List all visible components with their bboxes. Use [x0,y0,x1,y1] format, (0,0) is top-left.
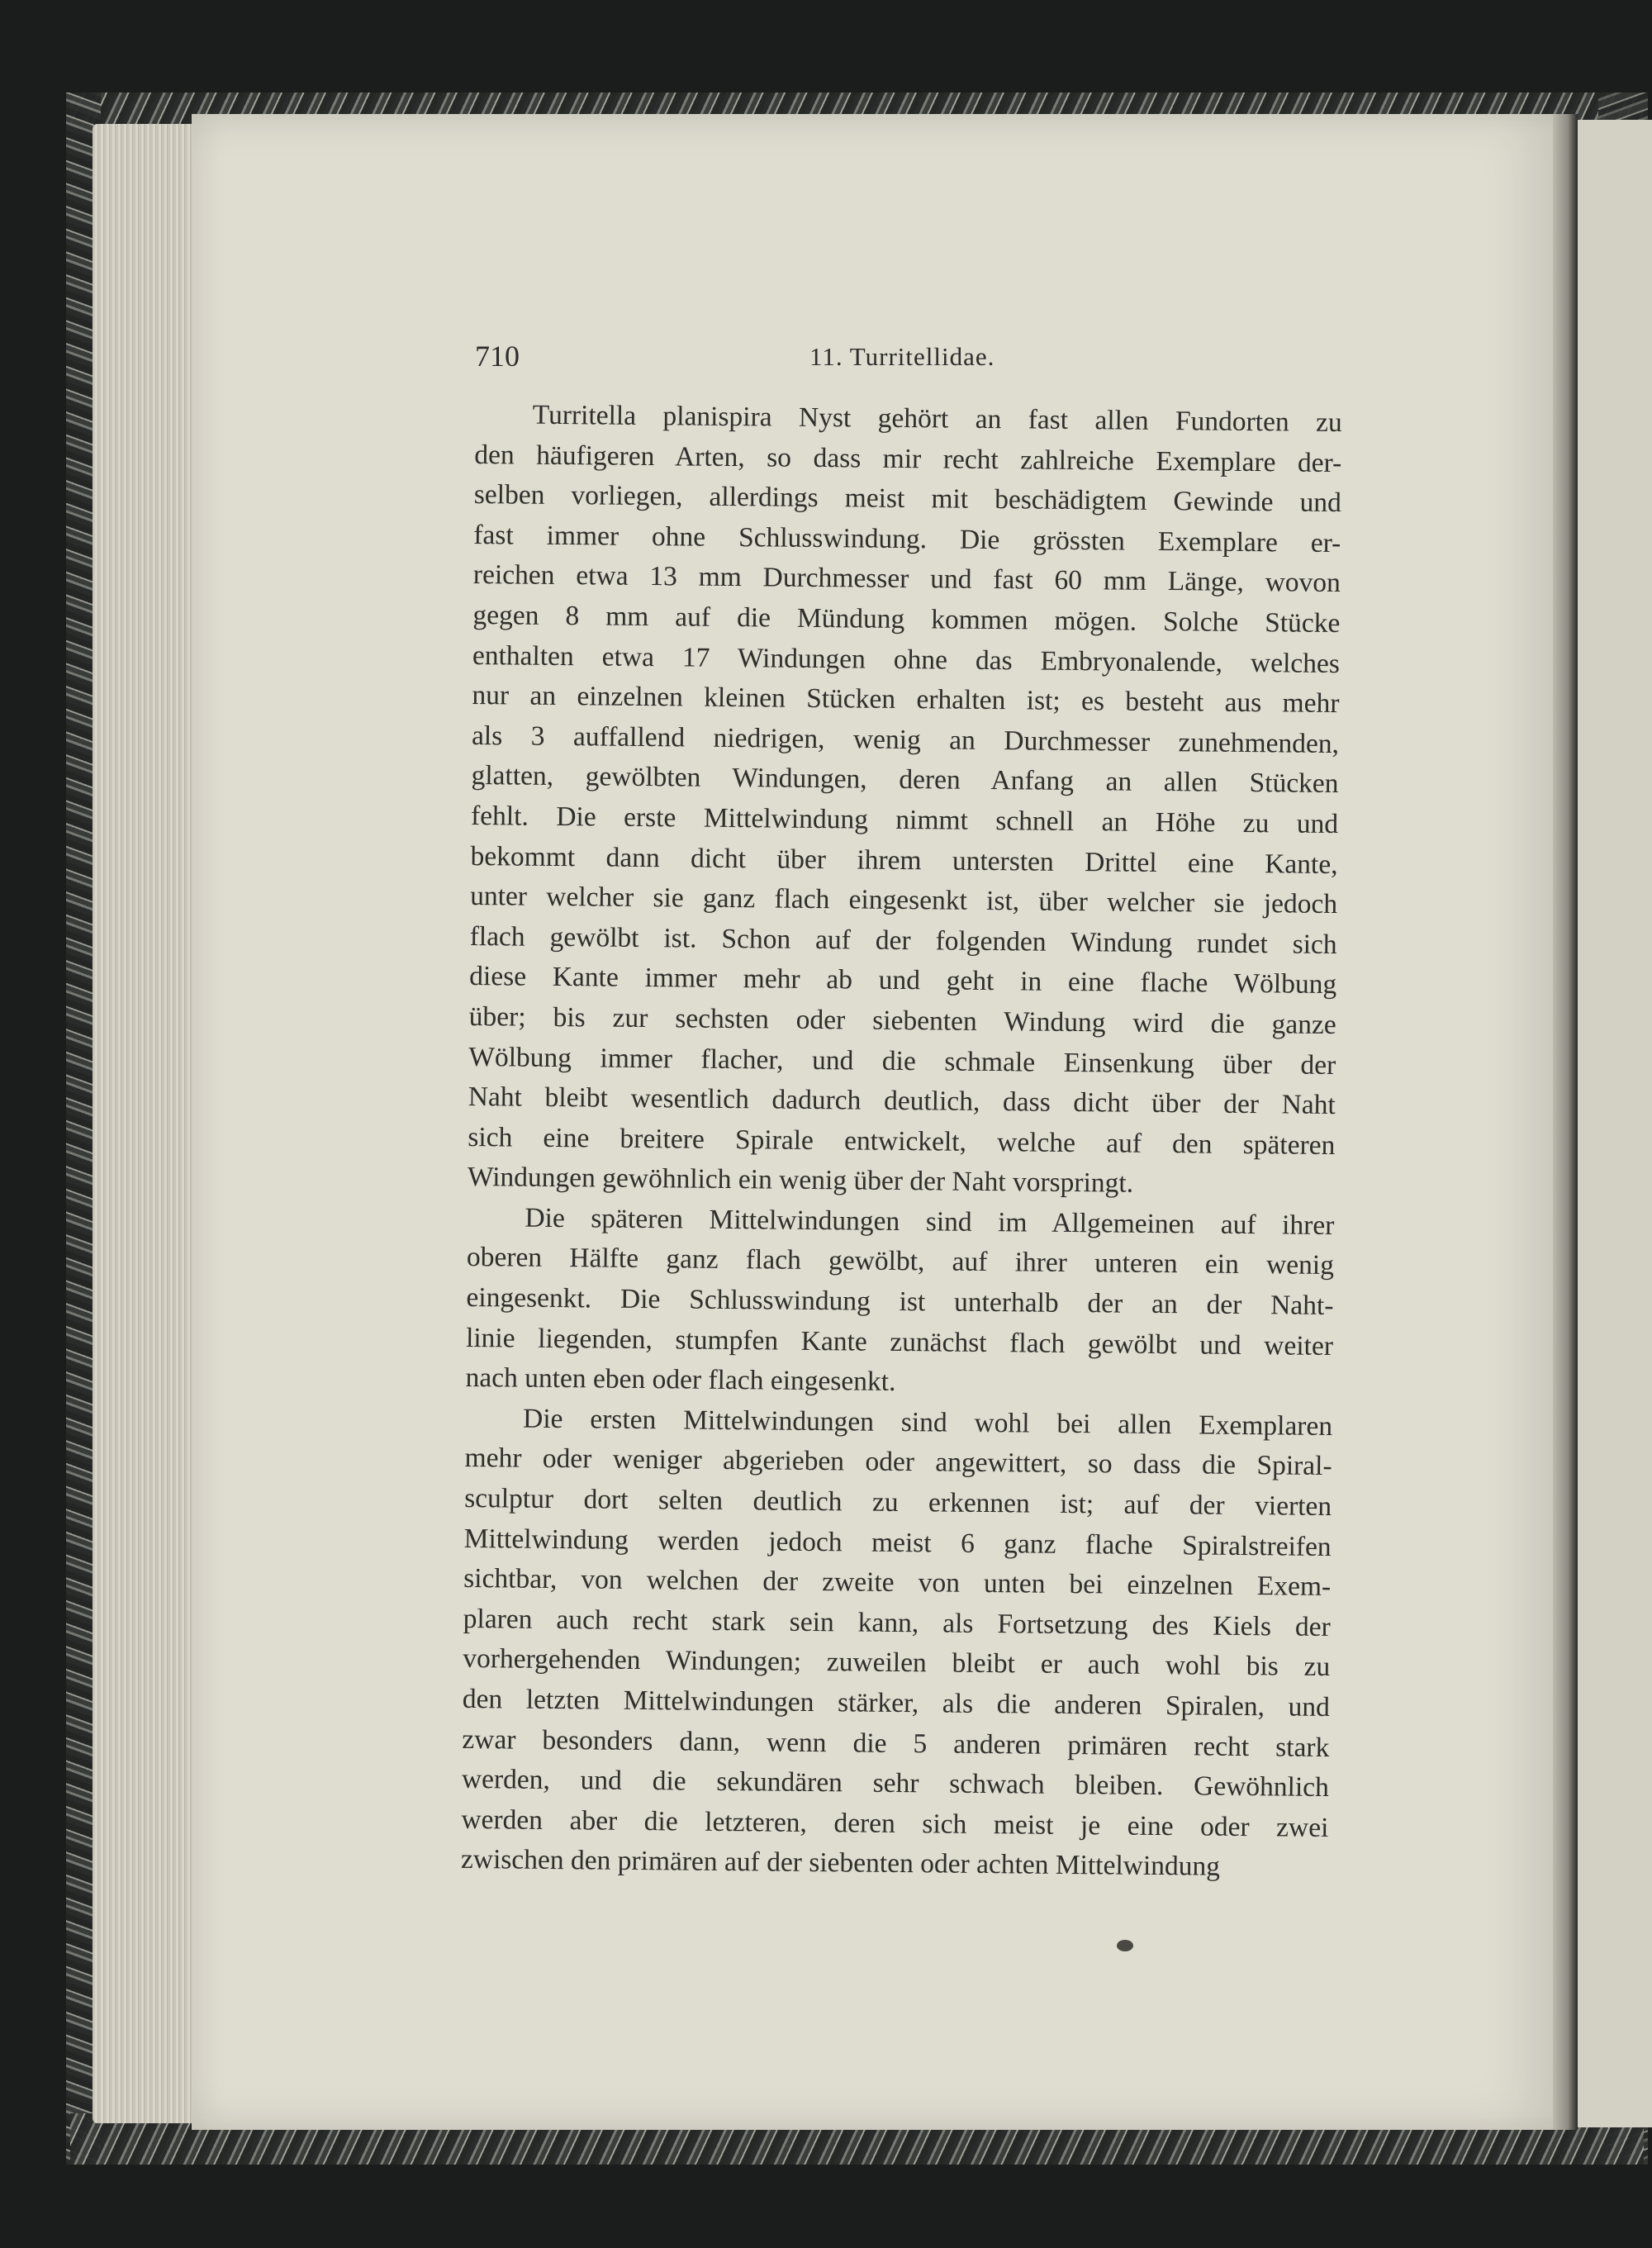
text-line: Die ersten Mittelwindungen sind wohl bei allen Exemplaren [522,1403,1333,1442]
text-line: werden aber die letzteren, deren sich meist je eine oder zwei [461,1804,1329,1843]
page-header [475,339,1342,388]
text-line: reichen etwa 13 mm Durchmesser und fast 60 mm Länge, wovon [472,559,1341,599]
text-line: unter welcher sie ganz flach eingesenkt ist, über welcher sie jedoch [469,881,1338,920]
text-line: enthalten etwa 17 Windungen ohne das Embryonalende, welches [472,639,1341,679]
text-line: Windungen gewöhnlich ein wenig über der Naht vorspringt. [467,1162,1134,1199]
text-line: Wölbung immer flacher, und die schmale Einsenkung über der [468,1041,1336,1081]
text-line: oberen Hälfte ganz flach gewölbt, auf ihrer unteren ein wenig [466,1242,1335,1281]
text-line: plaren auch recht stark sein kann, als Fortsetzung des Kiels der [463,1603,1331,1642]
text-line: sculptur dort selten deutlich zu erkennen ist; auf der vierten [464,1482,1332,1523]
text-line: den häufigeren Arten, so dass mir recht zahlreiche Exemplare der- [474,439,1342,478]
text-line: selben vorliegen, allerdings meist mit beschädigtem Gewinde und [473,479,1341,519]
text-line: nach unten eben oder flach eingesenkt. [465,1362,896,1398]
text-line: mehr oder weniger abgerieben oder angewittert, so dass die Spiral- [464,1442,1332,1482]
text-line: vorhergehenden Windungen; zuweilen bleibt er auch wohl bis zu [463,1643,1331,1683]
text-line: Mittelwindung werden jedoch meist 6 ganz flache Spiralstreifen [463,1523,1332,1562]
page-stack-edges [93,124,200,2123]
text-line: zwar besonders dann, wenn die 5 anderen primären recht stark [462,1723,1330,1763]
text-line: Naht bleibt wesentlich dadurch deutlich, dass dicht über der Naht [468,1081,1336,1121]
text-line: flach gewölbt ist. Schon auf der folgenden Windung rundet sich [469,920,1337,960]
body-text [461,395,1342,1889]
text-line: linie liegenden, stumpfen Kante zunächst flach gewölbt und weiter [465,1322,1334,1362]
text-line: eingesenkt. Die Schlusswindung ist unterhalb der an der Naht- [466,1282,1334,1322]
text-line: fehlt. Die erste Mittelwindung nimmt schnell an Höhe zu und [470,800,1339,839]
page-number: 710 [475,340,520,373]
paragraph [461,1399,1333,1889]
text-line: glatten, gewölbten Windungen, deren Anfang an allen Stücken [471,760,1339,800]
paragraph [465,1198,1334,1407]
text-line: zwischen den primären auf der siebenten oder achten Mittelwindung [460,1844,1221,1883]
text-line: gegen 8 mm auf die Mündung kommen mögen. Solche Stücke [472,599,1341,639]
paragraph [468,395,1342,1206]
text-line: sichtbar, von welchen der zweite von unten bei einzelnen Exem- [463,1563,1332,1603]
text-line: bekommt dann dicht über ihrem untersten Drittel eine Kante, [470,840,1338,880]
text-line: Die späteren Mittelwindungen sind im Allgemeinen auf ihrer [525,1202,1335,1241]
text-line: nur an einzelnen kleinen Stücken erhalten ist; es besteht aus mehr [472,680,1340,720]
text-line: sich eine breitere Spirale entwickelt, welche auf den späteren [468,1121,1336,1161]
facing-page-edge [1578,120,1652,2127]
text-line: werden, und die sekundären sehr schwach bleiben. Gewöhnlich [461,1764,1330,1804]
text-line: diese Kante immer mehr ab und geht in eine flache Wölbung [469,961,1337,1000]
text-line: fast immer ohne Schlusswindung. Die grössten Exemplare er- [473,519,1341,558]
text-line: als 3 auffallend niedrigen, wenig an Durchmesser zunehmenden, [471,720,1340,759]
text-line: über; bis zur sechsten oder siebenten Windung wird die ganze [468,1000,1336,1040]
running-head: 11. Turritellidae. [809,342,995,371]
ink-speck [1117,1940,1133,1951]
text-line: den letzten Mittelwindungen stärker, als die anderen Spiralen, und [462,1683,1330,1723]
book-gutter [1553,114,1578,2130]
text-line: Turritella planispira Nyst gehört an fast allen Fundorten zu [532,399,1342,439]
